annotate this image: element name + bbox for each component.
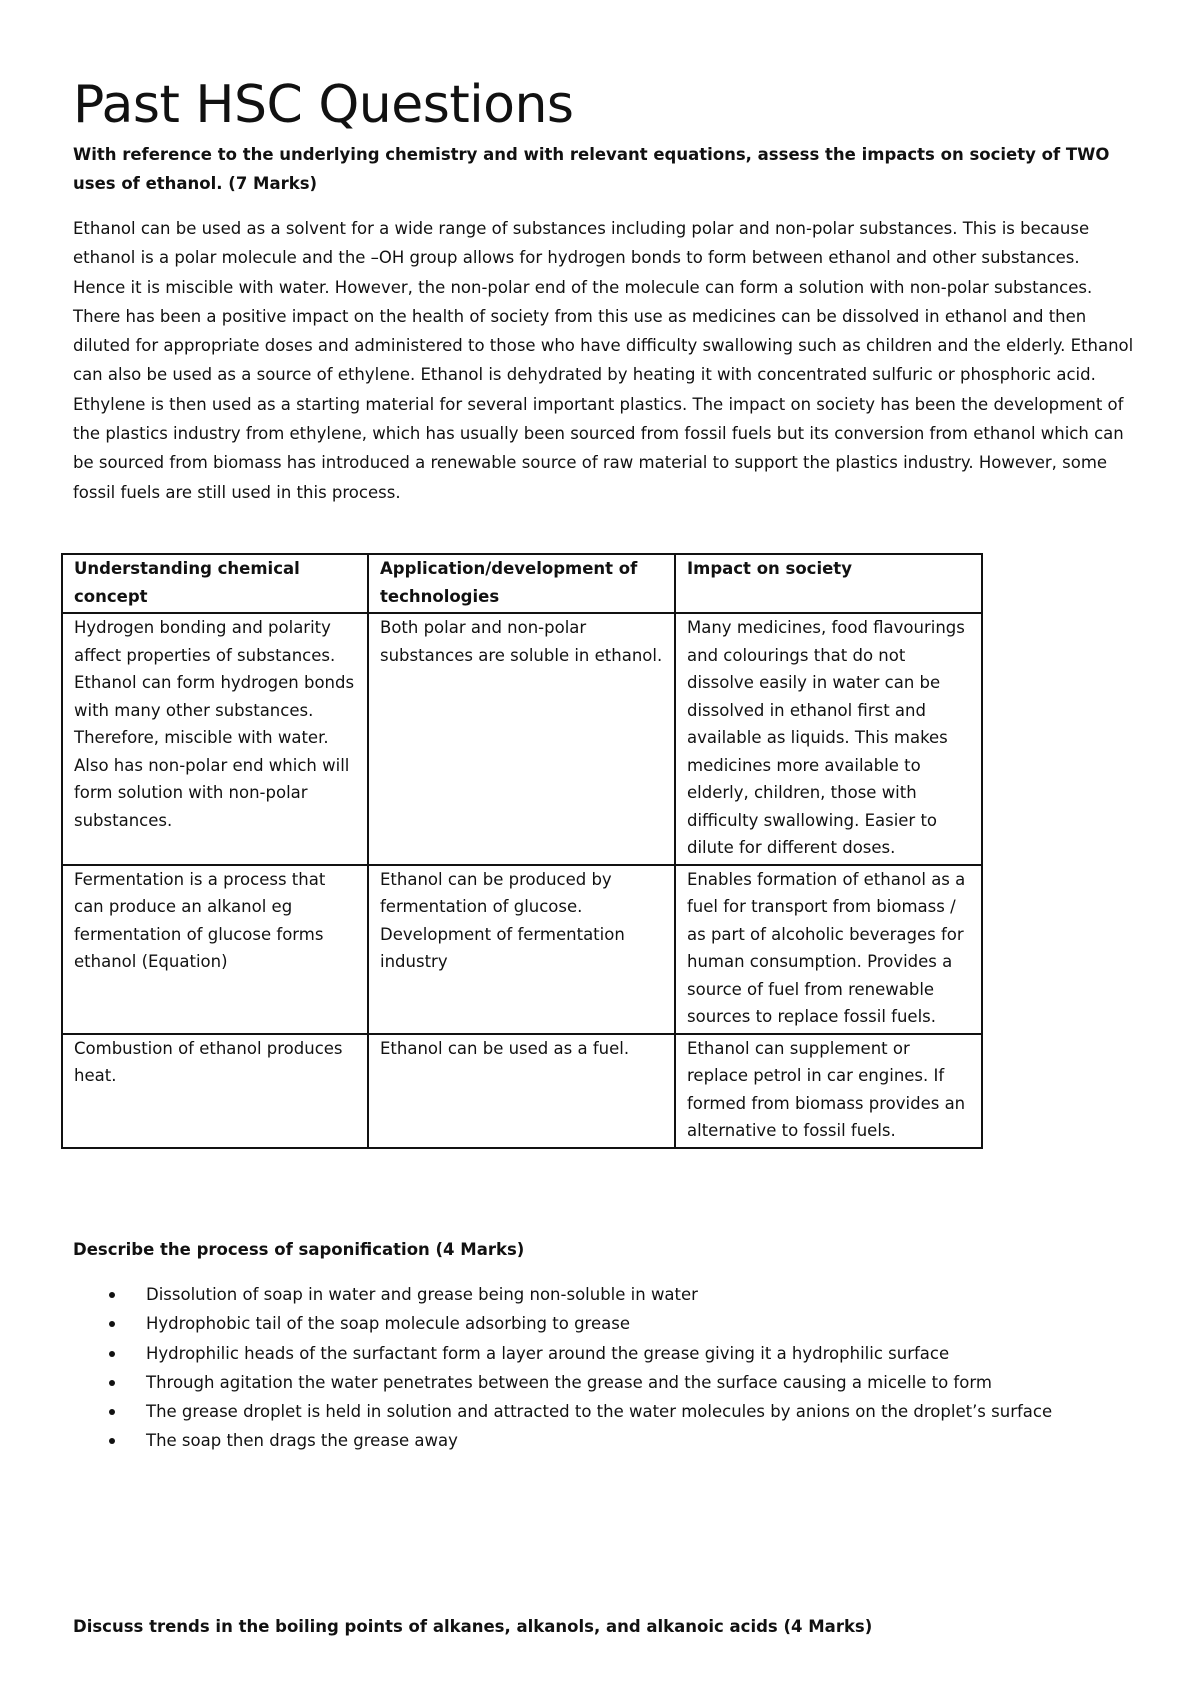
table-cell: Enables formation of ethanol as a fuel for transport from biomass / as part of alcoholic beverages for human consumption. Provides a source of fuel from renewable sources to replace fossil fuels. <box>675 865 982 1034</box>
list-item <box>73 1309 1153 1338</box>
answer-1: Ethanol can be used as a solvent for a wide range of substances including polar and non-polar substances. This is because ethanol is a polar molecule and the –OH group allows for hydrogen bonds to form between ethanol and other substances. Hence it is miscible with water. However, the non-polar end of the molecule can form a solution with non-polar substances. There has been a positive impact on the health of society from this use as medicines can be dissolved in ethanol and then diluted for appropriate doses and administered to those who have difficulty swallowing such as children and the elderly. Ethanol can also be used as a source of ethylene. Ethanol is dehydrated by heating it with concentrated sulfuric or phosphoric acid. Ethylene is then used as a starting material for several important plastics. The impact on society has been the development of the plastics industry from ethylene, which has usually been sourced from fossil fuels but its conversion from ethanol which can be sourced from biomass has introduced a renewable source of raw material to support the plastics industry. However, some fossil fuels are still used in this process. <box>73 219 1134 502</box>
bullet-icon <box>109 1409 115 1415</box>
table-header-cell: Understanding chemical concept <box>62 554 368 613</box>
table-row <box>62 865 982 1034</box>
table-row <box>62 613 982 865</box>
list-item-text: The soap then drags the grease away <box>146 1431 458 1451</box>
table-cell: Ethanol can be produced by fermentation of glucose. Development of fermentation industry <box>368 865 675 1034</box>
question-1: With reference to the underlying chemistry and with relevant equations, assess the impacts on society of TWO uses of ethanol. (7 Marks) <box>73 145 1110 193</box>
bullet-icon <box>109 1351 115 1357</box>
table-header-cell: Application/development of technologies <box>368 554 675 613</box>
list-item-text: Hydrophilic heads of the surfactant form a layer around the grease giving it a hydrophilic surface <box>146 1343 950 1363</box>
table-cell: Combustion of ethanol produces heat. <box>62 1034 368 1148</box>
table-cell: Ethanol can supplement or replace petrol in car engines. If formed from biomass provides an alternative to fossil fuels. <box>675 1034 982 1148</box>
question-3: Discuss trends in the boiling points of alkanes, alkanols, and alkanoic acids (4 Marks) <box>73 1617 873 1636</box>
table-cell: Many medicines, food flavourings and colourings that do not dissolve easily in water can be dissolved in ethanol first and available as liquids. This makes medicines more available to elderly, children, those with difficulty swallowing. Easier to dilute for different doses. <box>675 613 982 865</box>
list-item-text: Through agitation the water penetrates between the grease and the surface causing a micelle to form <box>146 1372 992 1392</box>
table-header-cell: Impact on society <box>675 554 982 613</box>
table-row <box>62 1034 982 1148</box>
list-item-text: The grease droplet is held in solution and attracted to the water molecules by anions on the droplet’s surface <box>146 1402 1053 1422</box>
bullet-icon <box>109 1438 115 1444</box>
page-title: Past HSC Questions <box>73 75 574 135</box>
list-item <box>73 1397 1153 1426</box>
saponification-list <box>73 1280 1153 1456</box>
list-item-text: Hydrophobic tail of the soap molecule adsorbing to grease <box>146 1314 630 1334</box>
question-2: Describe the process of saponification (4 Marks) <box>73 1240 525 1259</box>
list-item-text: Dissolution of soap in water and grease being non-soluble in water <box>146 1285 698 1304</box>
table-cell: Ethanol can be used as a fuel. <box>368 1034 675 1148</box>
bullet-icon <box>109 1380 115 1386</box>
table-header-row <box>62 554 982 613</box>
table-cell: Both polar and non-polar substances are soluble in ethanol. <box>368 613 675 865</box>
list-item <box>73 1368 1153 1397</box>
list-item <box>73 1339 1153 1368</box>
list-item <box>73 1280 1153 1309</box>
table-cell: Fermentation is a process that can produce an alkanol eg fermentation of glucose forms ethanol (Equation) <box>62 865 368 1034</box>
impact-table <box>61 553 983 1149</box>
table-cell: Hydrogen bonding and polarity affect properties of substances. Ethanol can form hydrogen bonds with many other substances. Therefore, miscible with water. Also has non-polar end which will form solution with non-polar substances. <box>62 613 368 865</box>
bullet-icon <box>109 1292 115 1298</box>
list-item <box>73 1426 1153 1455</box>
bullet-icon <box>109 1321 115 1327</box>
